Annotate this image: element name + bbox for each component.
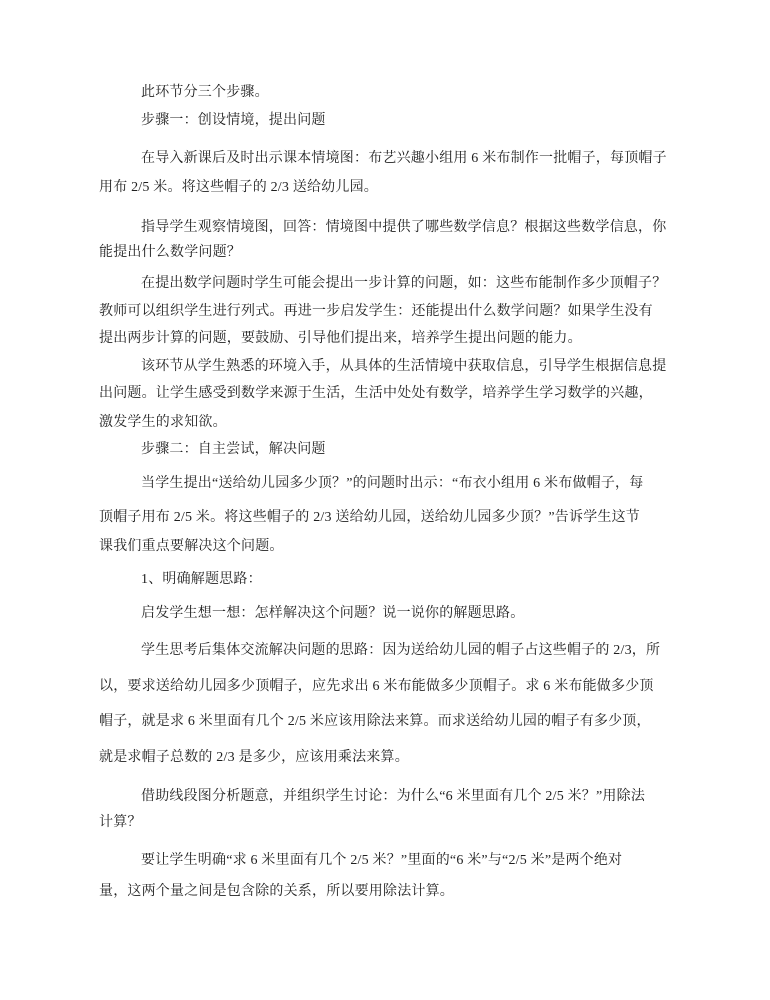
text-line: 启发学生想一想：怎样解决这个问题？说一说你的解题思路。 bbox=[141, 606, 525, 621]
text-line: 当学生提出“送给幼儿园多少顶？”的问题时出示：“布衣小组用 6 米布做帽子，每 bbox=[141, 476, 644, 491]
text-line: 在导入新课后及时出示课本情境图：布艺兴趣小组用 6 米布制作一批帽子，每顶帽子 bbox=[141, 151, 667, 166]
text-line: 在提出数学问题时学生可能会提出一步计算的问题，如：这些布能制作多少顶帽子？ bbox=[141, 276, 667, 291]
text-line: 出问题。让学生感受到数学来源于生活，生活中处处有数学，培养学生学习数学的兴趣， bbox=[99, 386, 653, 401]
text-line: 激发学生的求知欲。 bbox=[99, 415, 227, 430]
text-line: 要让学生明确“求 6 米里面有几个 2/5 米？”里面的“6 米”与“2/5 米”是两个绝对 bbox=[141, 853, 623, 868]
text-line: 步骤二：自主尝试，解决问题 bbox=[141, 442, 326, 457]
text-line: 用布 2/5 米。将这些帽子的 2/3 送给幼儿园。 bbox=[99, 180, 378, 195]
text-line: 学生思考后集体交流解决问题的思路：因为送给幼儿园的帽子占这些帽子的 2/3，所 bbox=[141, 643, 661, 658]
text-line: 计算？ bbox=[99, 815, 142, 830]
text-line: 指导学生观察情境图，回答：情境图中提供了哪些数学信息？根据这些数学信息，你 bbox=[141, 220, 667, 235]
text-line: 步骤一：创设情境，提出问题 bbox=[141, 113, 326, 128]
text-line: 量，这两个量之间是包含除的关系，所以要用除法计算。 bbox=[99, 884, 454, 899]
text-line: 该环节从学生熟悉的环境入手，从具体的生活情境中获取信息，引导学生根据信息提 bbox=[141, 359, 667, 374]
text-line: 能提出什么数学问题？ bbox=[99, 245, 241, 260]
text-line: 提出两步计算的问题，要鼓励、引导他们提出来，培养学生提出问题的能力。 bbox=[99, 331, 582, 346]
text-line: 借助线段图分析题意，并组织学生讨论：为什么“6 米里面有几个 2/5 米？”用除法 bbox=[141, 789, 646, 804]
text-line: 顶帽子用布 2/5 米。将这些帽子的 2/3 送给幼儿园，送给幼儿园多少顶？”告诉学生这节 bbox=[99, 510, 640, 525]
text-line: 帽子，就是求 6 米里面有几个 2/5 米应该用除法来算。而求送给幼儿园的帽子有多少顶， bbox=[99, 714, 651, 729]
text-line: 课我们重点要解决这个问题。 bbox=[99, 539, 284, 554]
text-line: 就是求帽子总数的 2/3 是多少，应该用乘法来算。 bbox=[99, 750, 409, 765]
text-line: 此环节分三个步骤。 bbox=[141, 85, 269, 100]
text-line: 以，要求送给幼儿园多少顶帽子，应先求出 6 米布能做多少顶帽子。求 6 米布能做多少顶 bbox=[99, 679, 654, 694]
text-line: 1、明确解题思路： bbox=[141, 572, 262, 587]
text-line: 教师可以组织学生进行列式。再进一步启发学生：还能提出什么数学问题？如果学生没有 bbox=[99, 304, 653, 319]
